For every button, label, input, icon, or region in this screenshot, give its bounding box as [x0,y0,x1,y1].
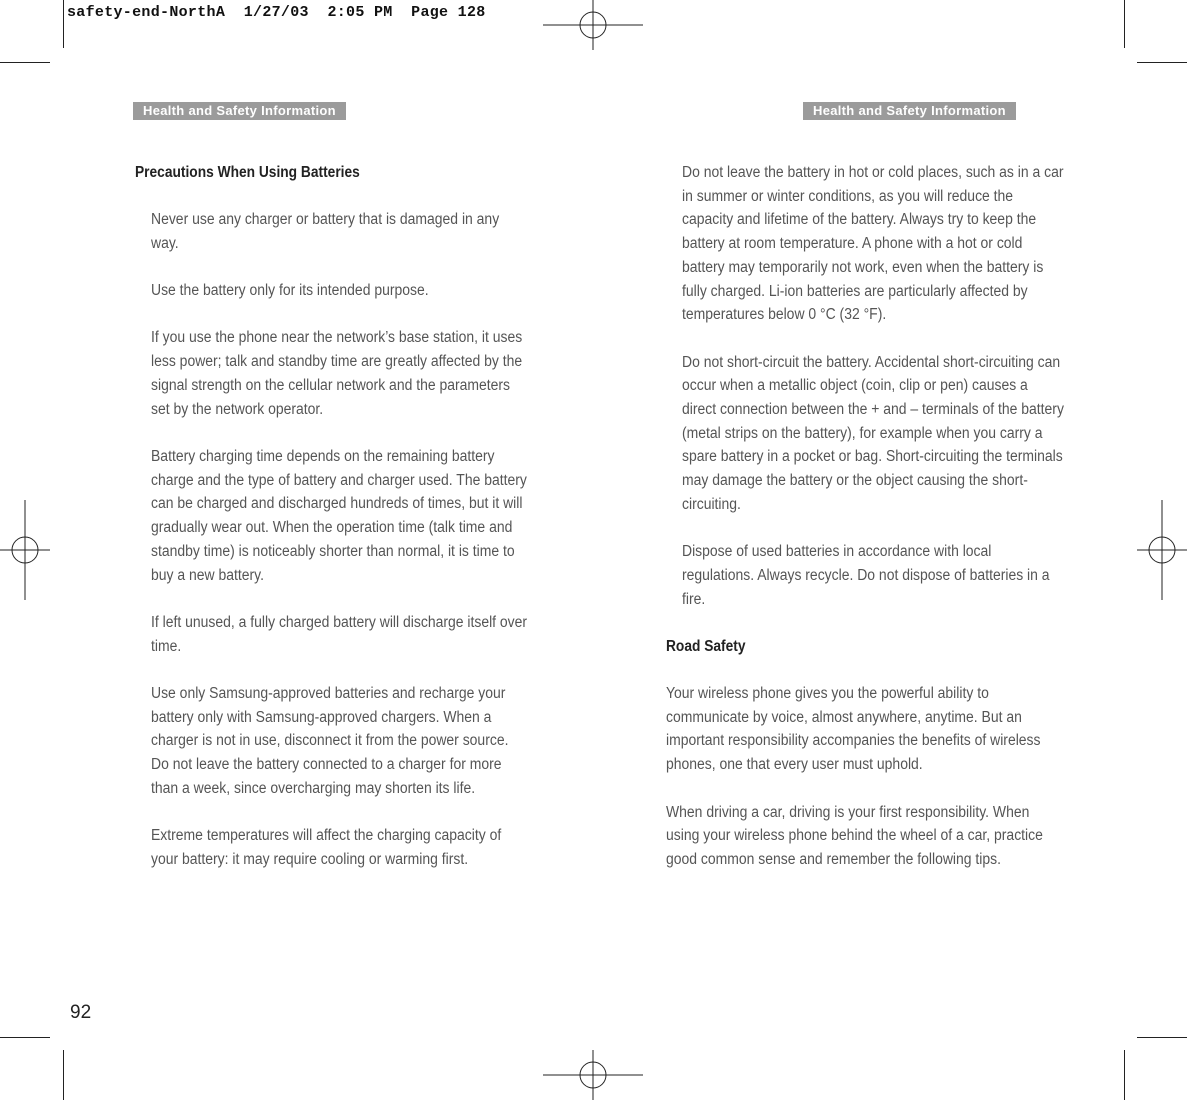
section-heading-batteries: Precautions When Using Batteries [135,164,360,181]
registration-mark-left [0,500,50,600]
paragraph: Do not short-circuit the battery. Accidental short-circuiting can occur when a metallic object (coin, clip or pen) causes a direct connection between the + and – terminals of the battery (metal strips on the battery), for example when you carry a spare battery in a pocket or bag. Short-circuiting the terminals may damage the battery or the object causing the short-circuiting. [682,353,1064,513]
section-heading-road-safety: Road Safety [666,638,746,656]
paragraph: If left unused, a fully charged battery will discharge itself over time. [151,613,528,655]
left-column [135,161,575,895]
page-number: 92 [70,1002,92,1023]
printer-slug: safety-end-NorthA 1/27/03 2:05 PM Page 128 [67,4,486,21]
paragraph: If you use the phone near the network’s base station, it uses less power; talk and standby time are greatly affected by the signal strength on the cellular network and the parameters set by the network operator. [151,329,523,418]
paragraph: Your wireless phone gives you the powerful ability to communicate by voice, almost anywhere, anytime. But an important responsibility accompanies the benefits of wireless phones, one that every user must uphold. [666,685,1041,774]
paragraph: Never use any charger or battery that is damaged in any way. [151,211,500,252]
paragraph: Do not leave the battery in hot or cold places, such as in a car in summer or winter conditions, as you will reduce the capacity and lifetime of the battery. Always try to keep the battery at room temperature. A phone with a hot or cold battery may temporarily not work, even when the battery is fully charged. Li-ion batteries are particularly affected by temperatures below 0 °C (32 °F). [682,164,1064,324]
registration-mark-right [1137,500,1187,600]
running-header-right: Health and Safety Information [803,102,1016,120]
paragraph: Battery charging time depends on the remaining battery charge and the type of battery and charger used. The battery can be charged and discharged hundreds of times, but it will gradually wear out. When the operation time (talk time and standby time) is noticeably shorter than normal, it is time to buy a new battery. [151,447,527,584]
paragraph: When driving a car, driving is your first responsibility. When using your wireless phone behind the wheel of a car, practice good common sense and remember the following tips. [666,803,1043,868]
right-column [666,161,1106,895]
paragraph: Dispose of used batteries in accordance with local regulations. Always recycle. Do not dispose of batteries in a fire. [682,543,1050,608]
paragraph: Use the battery only for its intended purpose. [151,282,429,300]
registration-mark-top [543,0,643,50]
registration-mark-bottom [543,1050,643,1100]
paragraph: Use only Samsung-approved batteries and recharge your battery only with Samsung-approved chargers. When a charger is not in use, disconnect it from the power source. Do not leave the battery connected to a charger for more than a week, since overcharging may shorten its life. [151,684,509,797]
running-header-left: Health and Safety Information [133,102,346,120]
paragraph: Extreme temperatures will affect the charging capacity of your battery: it may require cooling or warming first. [151,827,502,868]
